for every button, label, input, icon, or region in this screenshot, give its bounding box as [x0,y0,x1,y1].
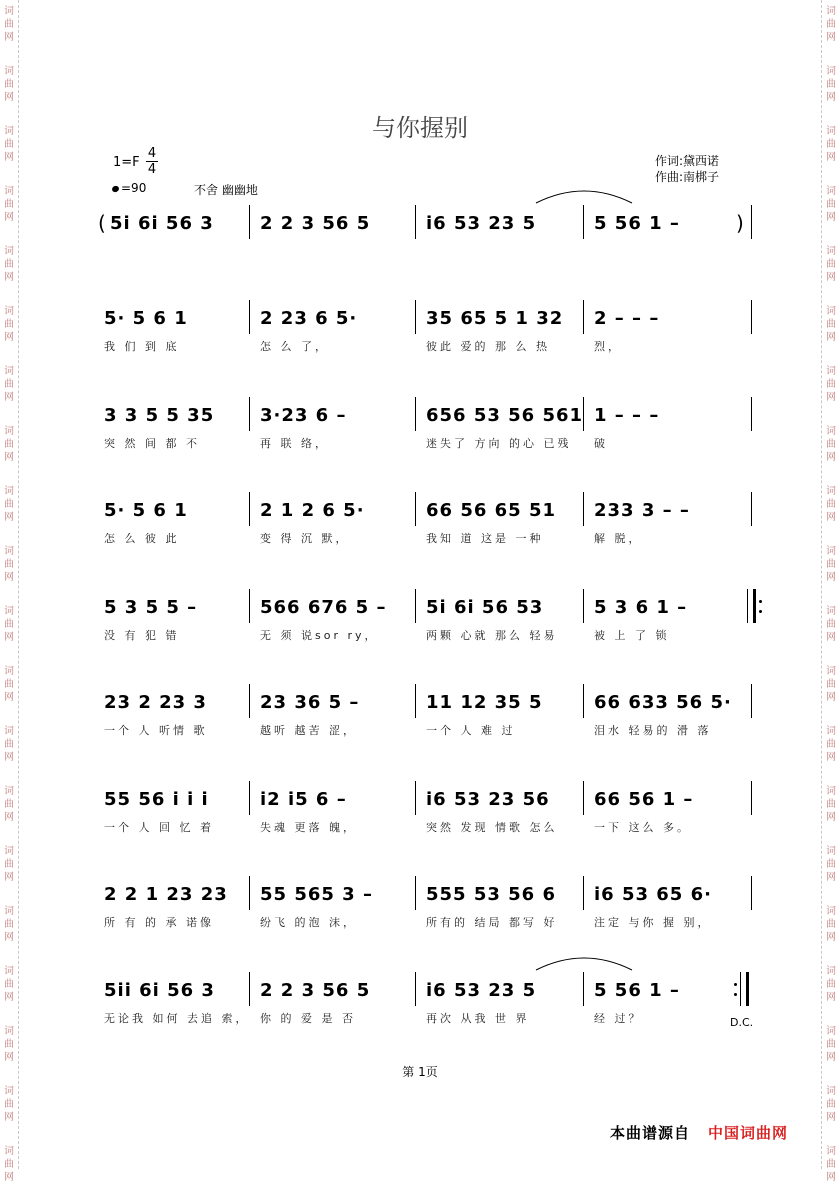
measure-notes: 2 2 1 23 23 [104,884,228,905]
barline [751,205,752,239]
barline [249,781,250,815]
watermark-text: 词 曲 网 [4,786,14,823]
watermark-text: 词 曲 网 [826,726,836,763]
barline [751,684,752,718]
barline [751,300,752,334]
lyricist: 作词:黛西诺 [655,154,720,168]
watermark-text: 词 曲 网 [826,66,836,103]
measure-notes: 233 3 – – [594,500,690,521]
measure-lyrics: 突 然 间 都 不 [104,437,200,450]
barline [249,205,250,239]
watermark-text: 词 曲 网 [4,606,14,643]
system-7 [104,781,754,841]
measure-notes: 5 56 1 – [594,213,680,234]
watermark-text: 词 曲 网 [4,246,14,283]
measure-notes: 66 56 65 51 [426,500,556,521]
watermark-text: 词 曲 网 [4,6,14,43]
measure-lyrics: 所 有 的 承 诺像 [104,916,214,929]
measure-notes: 55 56 i̇ i̇ i̇ [104,789,209,810]
right-margin-strip [821,0,840,1183]
measure-lyrics: 再次 从我 世 界 [426,1012,530,1025]
barline [583,876,584,910]
source-brand: 中国词曲网 [708,1124,789,1142]
watermark-text: 词 曲 网 [826,126,836,163]
barline [751,397,752,431]
barline [415,205,416,239]
measure-notes: 1 – – – [594,405,660,426]
barline [751,492,752,526]
measure-notes: 2 23 6 5· [260,308,358,329]
watermark-text: 词 曲 网 [826,786,836,823]
measure-lyrics: 破 [594,437,608,450]
tie-arc [534,952,634,972]
barline [415,876,416,910]
measure-notes: 5i̇ 6i̇ 56 53 [426,597,544,618]
barline [583,972,584,1006]
repeat-dot [734,983,737,986]
measure-notes: 11 12 35 5 [426,692,543,713]
watermark-text: 词 曲 网 [826,606,836,643]
measure-notes: 5 3 6 1 – [594,597,688,618]
barline [249,684,250,718]
credits [655,153,719,185]
barline [415,589,416,623]
system-1 [98,205,754,265]
watermark-text: 词 曲 网 [4,966,14,1003]
measure-lyrics: 彼此 爱的 那 么 热 [426,340,550,353]
measure-lyrics: 无论我 如何 去追 索， [104,1012,250,1025]
tempo-value: =90 [121,181,147,195]
barline [415,397,416,431]
barline [415,684,416,718]
measure-notes: 5i̇i̇ 6i̇ 56 3 [104,980,215,1001]
measure-lyrics: 一个 人 回 忆 着 [104,821,214,834]
measure-notes: 2 – – – [594,308,660,329]
barline [583,397,584,431]
watermark-text: 词 曲 网 [826,246,836,283]
measure-notes: 55 565 3 – [260,884,373,905]
song-title: 与你握别 [372,114,468,142]
measure-lyrics: 注定 与你 握 别， [594,916,712,929]
measure-notes: i̇6 53 23 56 [426,789,550,810]
measure-notes: i̇6 53 23 5 [426,213,537,234]
measure-lyrics: 一个 人 听情 歌 [104,724,208,737]
measure-notes: 656 53 56 561 [426,405,584,426]
watermark-text: 词 曲 网 [826,906,836,943]
measure-lyrics: 没 有 犯 错 [104,629,180,642]
barline [415,972,416,1006]
watermark-text: 词 曲 网 [826,846,836,883]
measure-lyrics: 泪水 轻易的 滑 落 [594,724,712,737]
repeat-end-sign [736,972,752,1006]
system-4 [104,492,754,552]
measure-notes: 5 56 1 – [594,980,680,1001]
measure-lyrics: 解 脱， [594,532,643,545]
left-margin-strip [0,0,19,1183]
watermark-text: 词 曲 网 [4,546,14,583]
measure-lyrics: 怎 么 彼 此 [104,532,180,545]
measure-notes: 35 65 5 1 32 [426,308,564,329]
barline [249,876,250,910]
system-5 [104,589,754,649]
source-credit [610,1122,788,1143]
watermark-text: 词 曲 网 [826,486,836,523]
watermark-text: 词 曲 网 [4,906,14,943]
barline [249,589,250,623]
source-label: 本曲谱源自 [610,1124,691,1142]
barline [583,205,584,239]
watermark-text: 词 曲 网 [4,1146,14,1183]
barline [583,300,584,334]
measure-lyrics: 怎 么 了， [260,340,329,353]
measure-notes: 3·23 6 – [260,405,347,426]
watermark-text: 词 曲 网 [4,306,14,343]
measure-lyrics: 我知 道 这是 一种 [426,532,544,545]
measure-lyrics: 我 们 到 底 [104,340,180,353]
watermark-text: 词 曲 网 [826,1086,836,1123]
measure-notes: 555 53 56 6 [426,884,556,905]
watermark-text: 词 曲 网 [4,186,14,223]
measure-lyrics: 两颗 心就 那么 轻易 [426,629,558,642]
watermark-text: 词 曲 网 [4,126,14,163]
page-number: 第 1页 [402,1065,438,1079]
watermark-text: 词 曲 网 [4,66,14,103]
measure-notes: 2 2 3 56 5 [260,980,371,1001]
repeat-dot [759,610,762,613]
watermark-text: 词 曲 网 [826,546,836,583]
measure-lyrics: 突然 发现 情歌 怎么 [426,821,558,834]
barline [249,397,250,431]
watermark-text: 词 曲 网 [4,1086,14,1123]
barline [583,684,584,718]
measure-lyrics: 一个 人 难 过 [426,724,516,737]
barline [583,589,584,623]
watermark-text: 词 曲 网 [4,1026,14,1063]
key-signature: 1=F [113,155,140,170]
time-signature [146,146,158,177]
measure-notes: i̇6 53 23 5 [426,980,537,1001]
barline [415,492,416,526]
measure-lyrics: 一下 这么 多。 [594,821,691,834]
watermark-text: 词 曲 网 [826,966,836,1003]
barline [751,876,752,910]
measure-notes: 5 3 5 5 – [104,597,198,618]
measure-notes: 66 633 56 5· [594,692,732,713]
watermark-text: 词 曲 网 [826,6,836,43]
measure-lyrics: 所有的 结局 都写 好 [426,916,558,929]
watermark-text: 词 曲 网 [4,486,14,523]
system-9 [104,972,754,1032]
watermark-text: 词 曲 网 [4,366,14,403]
measure-notes: i̇6 53 65 6· [594,884,712,905]
measure-lyrics: 被 上 了 锁 [594,629,670,642]
measure-notes: 5i̇ 6i̇ 56 3 [110,213,214,234]
watermark-text: 词 曲 网 [826,306,836,343]
measure-notes: 5· 5 6 1 [104,500,188,521]
watermark-text: 词 曲 网 [4,846,14,883]
watermark-text: 词 曲 网 [826,426,836,463]
watermark-text: 词 曲 网 [826,666,836,703]
measure-notes: 2 2 3 56 5 [260,213,371,234]
measure-lyrics: 烈， [594,340,622,353]
watermark-text: 词 曲 网 [4,726,14,763]
measure-lyrics: 纷飞 的泡 沫， [260,916,357,929]
repeat-dot [759,600,762,603]
measure-notes: i̇2 i̇5 6 – [260,789,347,810]
barline [583,492,584,526]
barline [583,781,584,815]
measure-lyrics: 无 须 说sor ry， [260,629,379,642]
measure-notes: 23 36 5 – [260,692,360,713]
composer: 作曲:南梆子 [655,170,720,184]
watermark-text: 词 曲 网 [4,666,14,703]
system-2 [104,300,754,360]
measure-notes: 23 2 23 3 [104,692,207,713]
watermark-text: 词 曲 网 [826,1146,836,1183]
measure-notes: 2 1 2 6 5· [260,500,365,521]
watermark-text: 词 曲 网 [4,426,14,463]
barline [249,492,250,526]
measure-lyrics: 越听 越苦 涩， [260,724,357,737]
system-6 [104,684,754,744]
expression-marking: 不舍 幽幽地 [194,183,258,197]
barline [249,300,250,334]
repeat-dot [734,993,737,996]
measure-notes: 66 56 1 – [594,789,694,810]
measure-lyrics: 变 得 沉 默， [260,532,350,545]
barline [751,781,752,815]
barline [415,781,416,815]
measure-notes: 566 676 5 – [260,597,387,618]
watermark-text: 词 曲 网 [826,1026,836,1063]
time-numerator: 4 [147,146,157,161]
measure-notes: 3 3 5 5 35 [104,405,215,426]
quarter-note-icon [111,185,120,193]
measure-lyrics: 你 的 爱 是 否 [260,1012,356,1025]
open-parenthesis: ( [98,211,106,235]
measure-lyrics: 迷失了 方向 的心 已残 [426,437,572,450]
barline [415,300,416,334]
measure-lyrics: 经 过？ [594,1012,643,1025]
system-3 [104,397,754,457]
measure-notes: 5· 5 6 1 [104,308,188,329]
barline [249,972,250,1006]
measure-lyrics: 失魂 更落 魄， [260,821,357,834]
repeat-start-sign [747,589,759,623]
time-denominator: 4 [147,162,157,177]
watermark-text: 词 曲 网 [826,366,836,403]
measure-lyrics: 再 联 络， [260,437,329,450]
tempo-marking [112,181,146,195]
da-capo-marking: D.C. [730,1016,754,1029]
close-parenthesis: ) [736,211,744,235]
system-8 [104,876,754,936]
watermark-text: 词 曲 网 [826,186,836,223]
tie-arc [534,185,634,205]
